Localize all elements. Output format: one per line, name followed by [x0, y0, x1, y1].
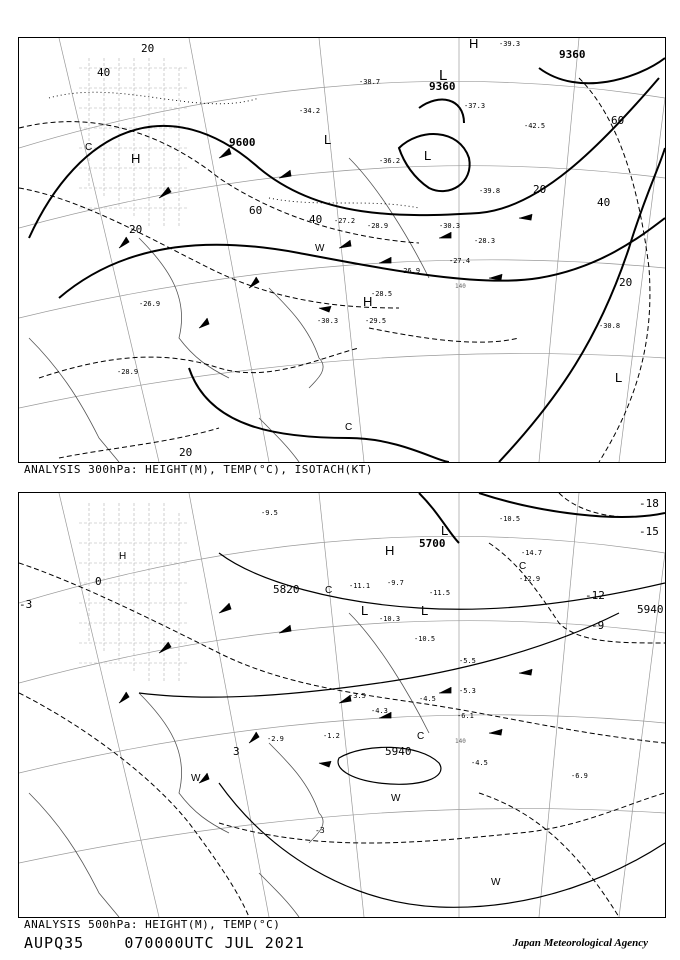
- map-300hpa-canvas: [19, 38, 665, 462]
- station-temp: -30.3: [317, 317, 339, 325]
- warm-center: W: [391, 793, 401, 804]
- low-center: L: [361, 603, 369, 618]
- station-temp: -29.5: [365, 317, 387, 325]
- isotach-lines: [49, 92, 419, 208]
- station-temp: -10.5: [499, 515, 521, 523]
- station-temp: -10.3: [379, 615, 401, 623]
- station-temp: -28.9: [367, 222, 389, 230]
- map-300hpa-caption: ANALYSIS 300hPa: HEIGHT(M), TEMP(°C), ISOTACH(KT): [24, 463, 374, 476]
- cold-center: C: [85, 142, 93, 153]
- isotherm-label: -18: [639, 497, 659, 510]
- low-center: L: [421, 603, 429, 618]
- wind-barbs: [119, 148, 532, 328]
- isotherm-label: 3: [233, 745, 240, 758]
- station-temp: -11.1: [349, 582, 371, 590]
- station-temp: -14.7: [521, 549, 543, 557]
- meridian-label: 140: [455, 283, 466, 290]
- meridian-label: 140: [455, 738, 466, 745]
- isotherm-label: -3: [19, 598, 33, 611]
- station-temp: -6.1: [457, 712, 474, 720]
- contour-label: 9360: [559, 48, 586, 61]
- high-center: H: [131, 151, 141, 166]
- station-temp: -26.9: [399, 267, 421, 275]
- isotach-label: 40: [597, 196, 611, 209]
- height-contours: [419, 493, 665, 543]
- low-center: L: [615, 370, 623, 385]
- isotach-label: 20: [619, 276, 633, 289]
- isotherm-label: -15: [639, 525, 659, 538]
- station-temp: -28.5: [371, 290, 393, 298]
- warm-center: W: [491, 877, 501, 888]
- station-temp: -9.5: [261, 509, 278, 517]
- warm-center: W: [315, 243, 325, 254]
- graticule: [19, 38, 665, 462]
- isotach-label: 60: [249, 204, 263, 217]
- contour-label: 5940: [637, 603, 664, 616]
- isotach-label: 20: [179, 446, 193, 459]
- low-center: L: [439, 67, 448, 84]
- station-temp: -30.8: [599, 322, 621, 330]
- height-labels: [229, 48, 586, 149]
- cold-center: C: [417, 731, 425, 742]
- isotach-labels: [97, 42, 632, 459]
- station-temp: -27.4: [449, 257, 471, 265]
- isotherm-label: 0: [95, 575, 102, 588]
- isotach-label: 20: [141, 42, 155, 55]
- isotach-label: 60: [611, 114, 625, 127]
- chart-identifier: [24, 934, 305, 952]
- graticule: [19, 493, 665, 917]
- station-temp: -11.5: [429, 589, 451, 597]
- station-temp: -12.9: [519, 575, 541, 583]
- map-500hpa-canvas: [19, 493, 665, 917]
- station-temp: -2.9: [267, 735, 284, 743]
- high-center: H: [119, 551, 127, 562]
- contour-label: 5820: [273, 583, 300, 596]
- valid-datetime: 070000UTC JUL 2021: [124, 934, 305, 952]
- isotherm-label: -3: [315, 826, 325, 835]
- cold-center: C: [325, 585, 333, 596]
- warm-center: W: [191, 773, 201, 784]
- station-temp: -1.2: [323, 732, 340, 740]
- station-temp: -28.3: [474, 237, 496, 245]
- station-temp: -10.5: [414, 635, 436, 643]
- isotach-hatch: [79, 58, 189, 228]
- station-temp: -27.2: [334, 217, 356, 225]
- low-center: L: [424, 148, 432, 163]
- map-500hpa: [18, 492, 666, 918]
- product-code: AUPQ35: [24, 934, 85, 952]
- isotherms: [19, 493, 665, 917]
- station-temp: -30.3: [439, 222, 461, 230]
- station-temp: -5.5: [459, 657, 476, 665]
- station-readings: [117, 40, 620, 376]
- low-center: L: [324, 132, 332, 147]
- station-temp: -26.9: [139, 300, 161, 308]
- high-center: H: [363, 294, 373, 309]
- height-labels: [273, 537, 664, 758]
- high-center: H: [469, 38, 479, 51]
- station-temp: -4.5: [471, 759, 488, 767]
- contour-label: 9600: [229, 136, 256, 149]
- pressure-centers: [85, 38, 625, 433]
- station-temp: -4.5: [419, 695, 436, 703]
- station-temp: -42.5: [524, 122, 546, 130]
- cold-center: C: [345, 422, 353, 433]
- contour-label: 9360: [429, 80, 456, 93]
- contour-label: 5700: [419, 537, 446, 550]
- station-temp: -39.8: [479, 187, 501, 195]
- isotach-label: 20: [533, 183, 547, 196]
- coastlines: [29, 613, 429, 917]
- map-300hpa: [18, 37, 666, 463]
- isotherm-label: -9: [591, 619, 605, 632]
- station-temp: -36.2: [379, 157, 401, 165]
- height-contours: [29, 58, 665, 462]
- station-temp: -6.9: [571, 772, 588, 780]
- height-contours-thin: [139, 553, 665, 907]
- isotach-label: 20: [129, 223, 143, 236]
- station-temp: -5.3: [459, 687, 476, 695]
- map-500hpa-caption: ANALYSIS 500hPa: HEIGHT(M), TEMP(°C): [24, 918, 281, 931]
- station-temp: -28.9: [117, 368, 139, 376]
- station-temp: -3.5: [349, 692, 366, 700]
- isotherm-label: -12: [585, 589, 605, 602]
- isotach-label: 40: [97, 66, 111, 79]
- low-center: L: [441, 523, 449, 538]
- station-temp: -37.3: [464, 102, 486, 110]
- station-temp: -4.3: [371, 707, 388, 715]
- isotach-label: 40: [309, 213, 323, 226]
- station-temp: -34.2: [299, 107, 321, 115]
- station-temp: -38.7: [359, 78, 381, 86]
- agency-credit: Japan Meteorological Agency: [512, 937, 648, 949]
- station-temp: -39.3: [499, 40, 521, 48]
- high-center: H: [385, 543, 395, 558]
- cold-center: C: [519, 561, 527, 572]
- contour-label: 5940: [385, 745, 412, 758]
- station-temp: -9.7: [387, 579, 404, 587]
